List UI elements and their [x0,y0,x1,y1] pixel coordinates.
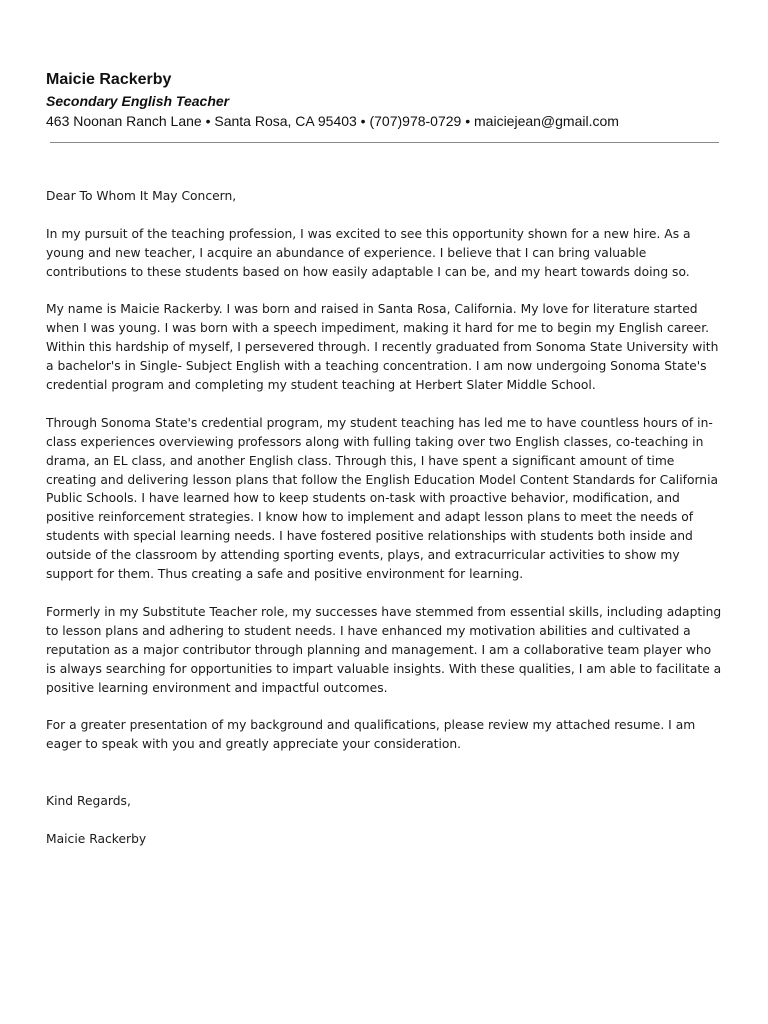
closing: Kind Regards, [46,793,131,808]
signature: Maicie Rackerby [46,831,147,846]
header-divider [50,142,719,143]
paragraph-4: Formerly in my Substitute Teacher role, my successes have stemmed from essential skills, including adapting to lesson plans and adhering to student needs. I have enhanced my motivation abilities and cultivated a reputation as a major contributor through planning and management. I am a collaborative team player who is always searching for opportunities to impart valuable insights. With these qualities, I am able to facilitate a positive learning environment and impactful outcomes. [46,604,722,695]
sender-role: Secondary English Teacher [46,93,230,109]
sender-name: Maicie Rackerby [46,71,172,88]
paragraph-5: For a greater presentation of my background and qualifications, please review my attached resume. I am eager to speak with you and greatly appreciate your consideration. [46,718,696,752]
paragraph-3: Through Sonoma State's credential program, my student teaching has led me to have countless hours of in-class experiences overviewing professors along with fulling taking over two English classes, co-teaching in drama, an EL class, and another English class. Through this, I have spent a significant amount of time creating and delivering lesson plans that follow the English Education Model Content Standards for California Public Schools. I have learned how to keep students on-task with proactive behavior, modification, and positive reinforcement strategies. I know how to implement and adapt lesson plans to meet the needs of students with special learning needs. I have fostered positive relationships with students both inside and outside of the classroom by attending sporting events, plays, and extracurricular activities to show my support for them. Thus creating a safe and positive environment for learning. [46,415,719,582]
sender-contact: 463 Noonan Ranch Lane • Santa Rosa, CA 95403 • (707)978-0729 • maiciejean@gmail.com [46,113,619,129]
salutation: Dear To Whom It May Concern, [46,189,237,203]
letter-body [46,187,722,849]
letterhead [46,70,726,131]
paragraph-1: In my pursuit of the teaching profession, I was excited to see this opportunity shown for a new hire. As a young and new teacher, I acquire an abundance of experience. I believe that I can bring valuable contributions to these students based on how easily adaptable I can be, and my heart towards doing so. [46,226,691,279]
paragraph-2: My name is Maicie Rackerby. I was born and raised in Santa Rosa, California. My love for literature started when I was young. I was born with a speech impediment, making it hard for me to begin my English career. Within this hardship of myself, I persevered through. I recently graduated from Sonoma State University with a bachelor's in Single- Subject English with a teaching concentration. I am now undergoing Sonoma State's credential program and completing my student teaching at Herbert Slater Middle School. [46,302,719,393]
